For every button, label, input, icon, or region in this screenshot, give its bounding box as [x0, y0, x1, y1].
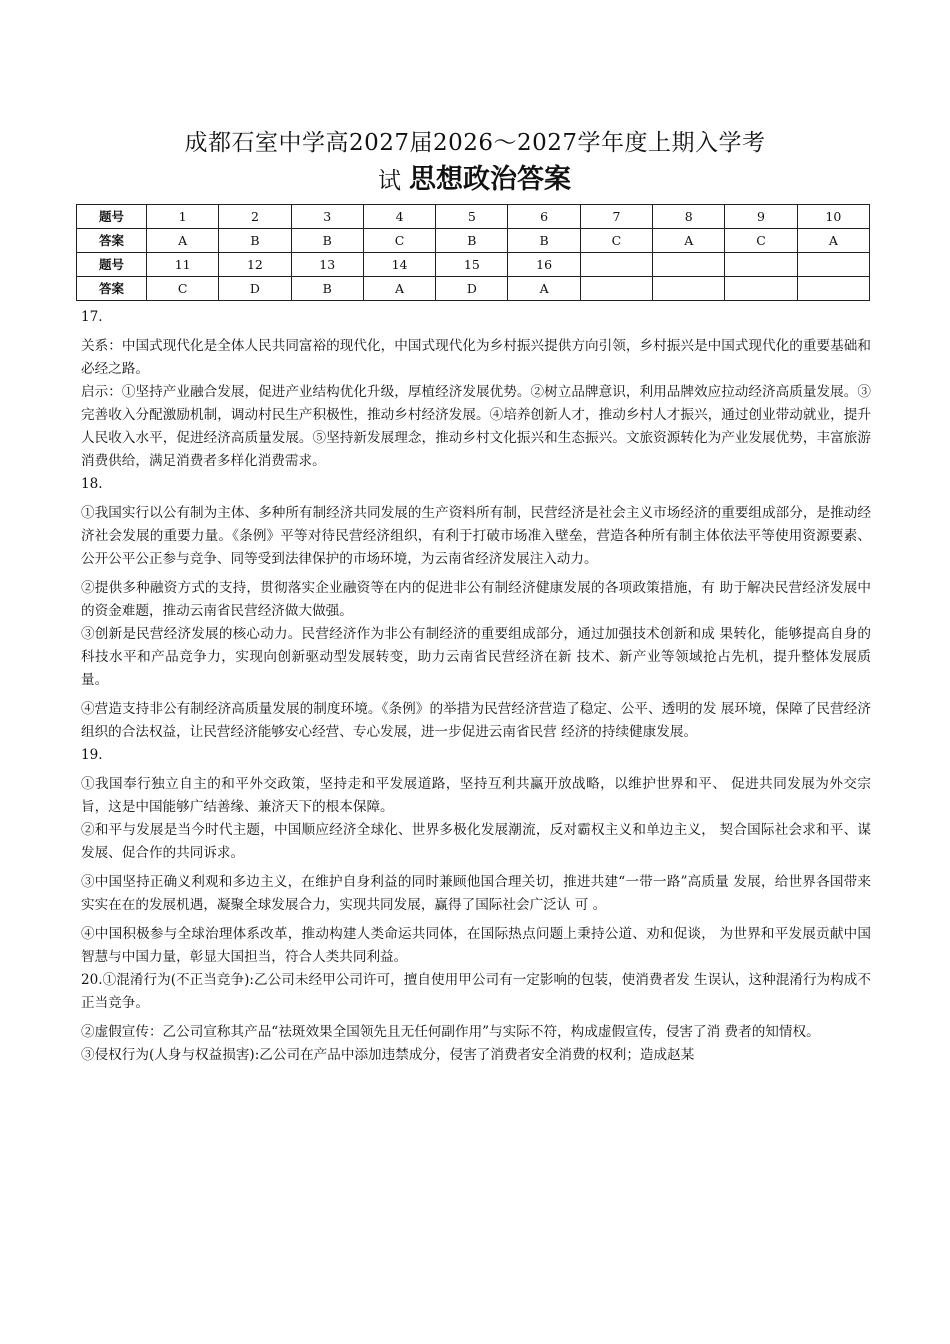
answer-cell: D: [436, 277, 508, 301]
q20-point-3: ③侵权行为(人身与权益损害):乙公司在产品中添加违禁成分，侵害了消费者安全消费的权利；造成赵某: [81, 1047, 695, 1063]
question-number: 3: [291, 205, 363, 229]
question-number: 6: [508, 205, 580, 229]
question-number: 11: [147, 253, 219, 277]
answer-cell: A: [797, 229, 869, 253]
answer-cell: C: [363, 229, 435, 253]
row-label-answer: 答案: [77, 229, 147, 253]
answer-cell: C: [147, 277, 219, 301]
document-title-line2: [378, 163, 571, 198]
document-title-line1: 成都石室中学高2027届2026～2027学年度上期入学考: [184, 130, 766, 156]
answer-cell: C: [725, 229, 797, 253]
subject-title: 思想政治答案: [409, 164, 571, 195]
q20-point-1: 20.①混淆行为(不正当竞争):乙公司未经甲公司许可，擅自使用甲公司有一定影响的包装，使消费者发 生误认，这种混淆行为构成不正当竞争。: [81, 972, 871, 1011]
row-label-answer: 答案: [77, 277, 147, 301]
q18-point-4: ④营造支持非公有制经济高质量发展的制度环境。《条例》的举措为民营经济营造了稳定、公平、透明的发 展环境，保障了民营经济组织的合法权益，让民营经济能够安心经营、专心发展，进一步促进云南省民营 经济的持续健康发展。: [81, 701, 871, 740]
answer-cell: A: [508, 277, 580, 301]
answer-cell: A: [363, 277, 435, 301]
question-number: 7: [580, 205, 652, 229]
question-number: [725, 253, 797, 277]
q19-number: 19.: [81, 747, 103, 763]
question-number: [653, 253, 725, 277]
question-number: 10: [797, 205, 869, 229]
question-number: 5: [436, 205, 508, 229]
q18-point-3: ③创新是民营经济发展的核心动力。民营经济作为非公有制经济的重要组成部分，通过加强技术创新和成 果转化，能够提高自身的科技水平和产品竞争力，实现向创新驱动型发展转变，助力云南省民营经济在新 技术、新产业等领域抢占先机，提升整体发展质量。: [81, 626, 871, 688]
question-number: 8: [653, 205, 725, 229]
question-number: [580, 253, 652, 277]
question-number: 9: [725, 205, 797, 229]
q18-point-1: ①我国实行以公有制为主体、多种所有制经济共同发展的生产资料所有制，民营经济是社会主义市场经济的重要组成部分，是推动经济社会发展的重要力量。《条例》平等对待民营经济组织，有利于打破市场准入壁垒，营造各种所有制主体依法平等使用资源要素、公开公平公正参与竞争、同等受到法律保护的市场环境，为云南省经济发展注入动力。: [81, 505, 871, 567]
question-number: 12: [219, 253, 291, 277]
answer-cell: [797, 277, 869, 301]
question-number: 4: [363, 205, 435, 229]
answer-cell: [725, 277, 797, 301]
q19-point-3: ③中国坚持正确义利观和多边主义，在维护自身利益的同时兼顾他国合理关切，推进共建“一带一路”高质量 发展，给世界各国带来实实在在的发展机遇，凝聚全球发展合力，实现共同发展，赢得了国际社会广泛认 可 。: [81, 874, 871, 913]
answer-table: [76, 204, 870, 301]
answer-cell: A: [653, 229, 725, 253]
table-row: [77, 229, 870, 253]
table-row: [77, 277, 870, 301]
table-row: [77, 205, 870, 229]
q17-number: 17.: [81, 309, 103, 325]
q19-point-2: ②和平与发展是当今时代主题，中国顺应经济全球化、世界多极化发展潮流，反对霸权主义和单边主义， 契合国际社会求和平、谋发展、促合作的共同诉求。: [81, 822, 871, 861]
q20-point-2: ②虚假宣传：乙公司宣称其产品“祛斑效果全国领先且无任何副作用”与实际不符，构成虚假宣传，侵害了消 费者的知情权。: [81, 1024, 820, 1040]
answer-cell: C: [580, 229, 652, 253]
answer-cell: [580, 277, 652, 301]
question-number: 1: [147, 205, 219, 229]
row-label-question: 题号: [77, 253, 147, 277]
answer-cell: B: [219, 229, 291, 253]
question-number: [797, 253, 869, 277]
answer-cell: B: [508, 229, 580, 253]
answer-body: [81, 306, 871, 1067]
q19-point-4: ④中国积极参与全球治理体系改革，推动构建人类命运共同体，在国际热点问题上秉持公道、劝和促谈， 为世界和平发展贡献中国智慧与中国力量，彰显大国担当，符合人类共同利益。: [81, 926, 871, 965]
answer-cell: B: [291, 229, 363, 253]
question-number: 16: [508, 253, 580, 277]
answer-cell: B: [291, 277, 363, 301]
q18-point-2: ②提供多种融资方式的支持，贯彻落实企业融资等在内的促进非公有制经济健康发展的各项政策措施，有 助于解决民营经济发展中的资金难题，推动云南省民营经济做大做强。: [81, 580, 871, 619]
q18-number: 18.: [81, 476, 103, 492]
q17-inspiration: 启示：①坚持产业融合发展，促进产业结构优化升级，厚植经济发展优势。②树立品牌意识，利用品牌效应拉动经济高质量发展。③完善收入分配激励机制，调动村民生产积极性，推动乡村经济发展。④培养创新人才，推动乡村人才振兴，通过创业带动就业，提升人民收入水平，促进经济高质量发展。⑤坚持新发展理念，推动乡村文化振兴和生态振兴。文旅资源转化为产业发展优势，丰富旅游消费供给，满足消费者多样化消费需求。: [81, 384, 871, 469]
table-row: [77, 253, 870, 277]
answer-cell: [653, 277, 725, 301]
title-line2-prefix: 试: [378, 168, 401, 194]
answer-cell: A: [147, 229, 219, 253]
answer-cell: D: [219, 277, 291, 301]
q17-relation: 关系：中国式现代化是全体人民共同富裕的现代化，中国式现代化为乡村振兴提供方向引领，乡村振兴是中国式现代化的重要基础和必经之路。: [81, 338, 871, 377]
q19-point-1: ①我国奉行独立自主的和平外交政策，坚持走和平发展道路，坚持互利共赢开放战略，以维护世界和平、 促进共同发展为外交宗旨，这是中国能够广结善缘、兼济天下的根本保障。: [81, 776, 871, 815]
question-number: 14: [363, 253, 435, 277]
answer-cell: B: [436, 229, 508, 253]
row-label-question: 题号: [77, 205, 147, 229]
question-number: 13: [291, 253, 363, 277]
question-number: 2: [219, 205, 291, 229]
question-number: 15: [436, 253, 508, 277]
